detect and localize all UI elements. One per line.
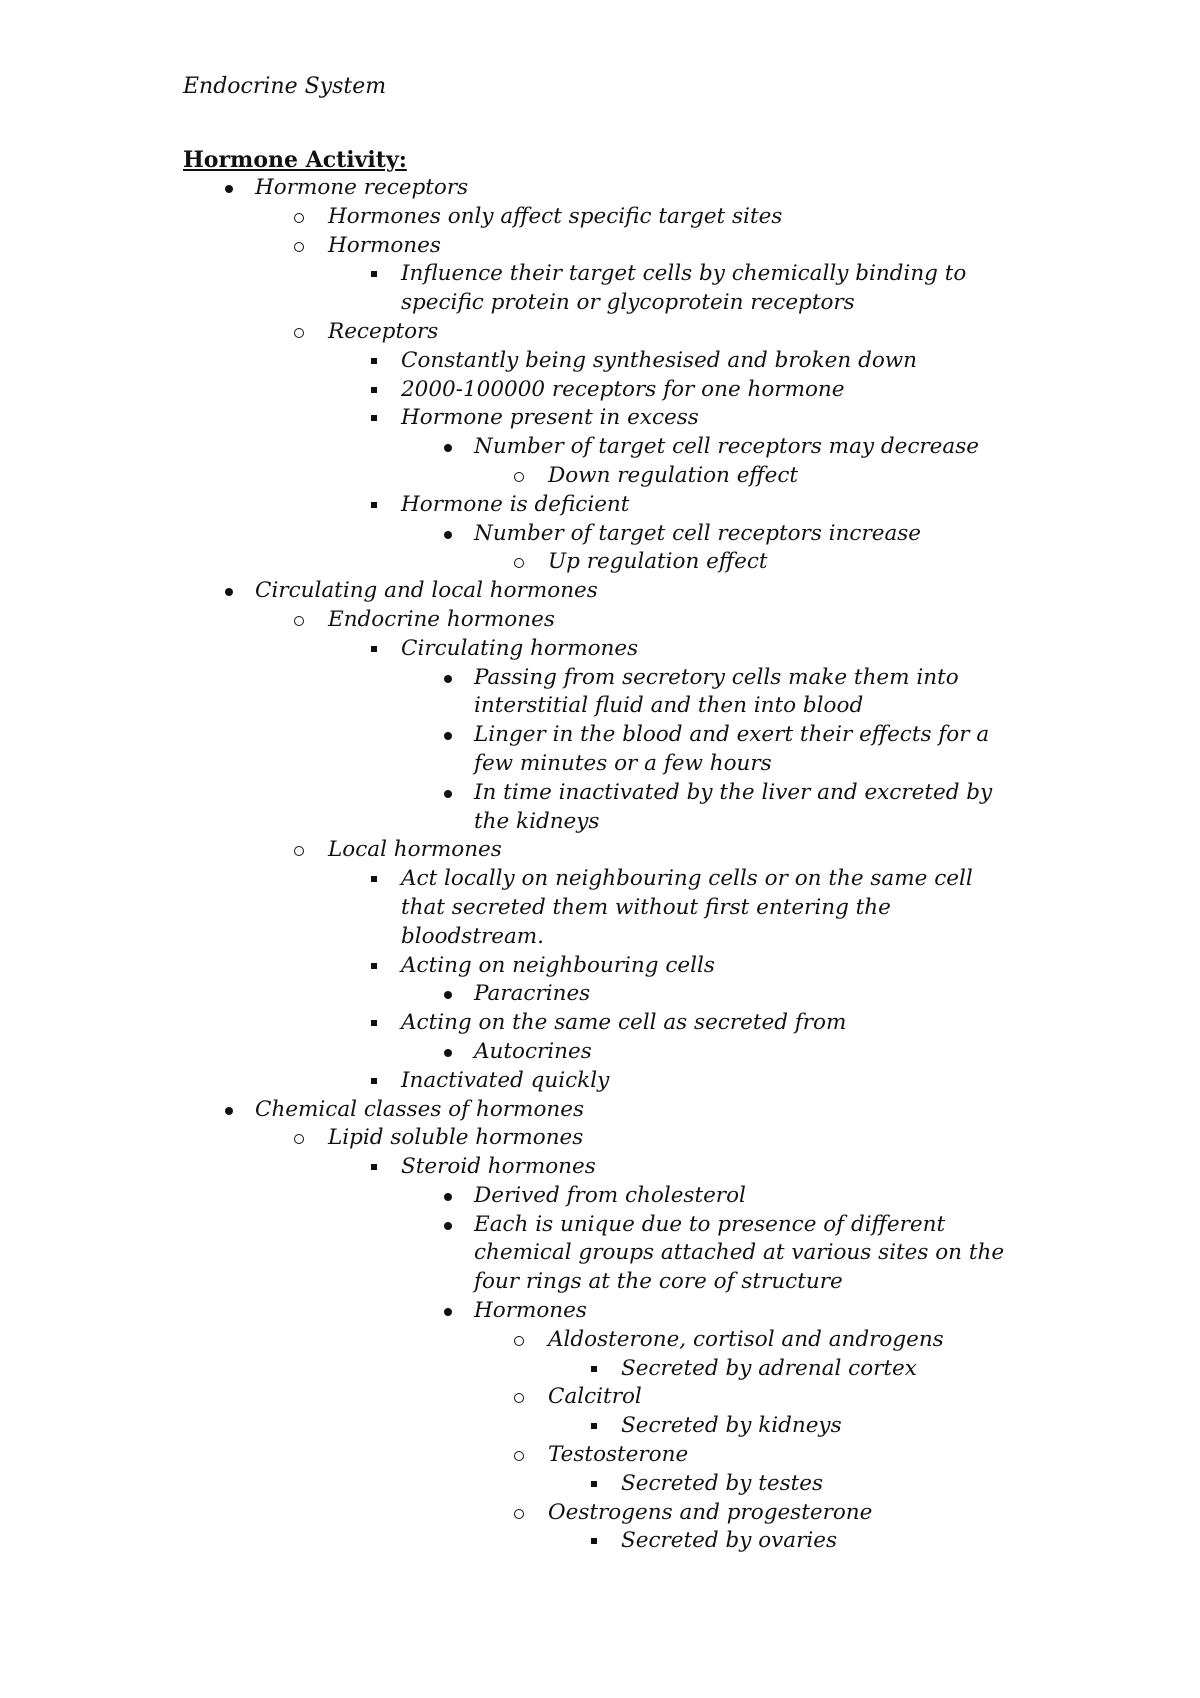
list-item	[328, 232, 1025, 261]
document-header: Endocrine System	[183, 74, 387, 99]
list-item-text: Circulating and local hormones	[255, 578, 598, 604]
list-item	[474, 980, 1006, 1009]
list-item-text: Calcitrol	[548, 1384, 642, 1410]
section-heading: Hormone Activity:	[183, 147, 407, 173]
list-item	[548, 1441, 1018, 1470]
list-item-text: 2000-100000 receptors for one hormone	[401, 376, 845, 402]
list-item	[474, 721, 1006, 779]
list-item	[474, 779, 1006, 837]
list-item-text: Passing from secretory cells make them into interstitial fluid and then into blood	[474, 664, 959, 719]
list-item-text: Endocrine hormones	[328, 606, 555, 632]
list-item-text: Secreted by ovaries	[621, 1528, 838, 1554]
list-item	[621, 1470, 1021, 1499]
list-item	[548, 462, 1018, 491]
bullet-outline	[0, 174, 1200, 1556]
list-item-text: Testosterone	[548, 1442, 689, 1468]
list-item-text: Receptors	[328, 318, 439, 344]
list-item	[401, 865, 1006, 951]
list-item	[401, 952, 1006, 981]
list-item-text: Hormone receptors	[255, 175, 469, 200]
list-item-text: Influence their target cells by chemically binding to specific protein or glycoprotein receptors	[401, 261, 967, 316]
list-item	[401, 347, 1006, 376]
list-item-text: Down regulation effect	[548, 462, 799, 488]
list-item	[401, 1067, 1006, 1096]
list-item-text: In time inactivated by the liver and excreted by the kidneys	[474, 779, 993, 834]
list-item	[474, 1038, 1006, 1067]
list-item-text: Local hormones	[328, 837, 502, 863]
list-item	[401, 260, 1006, 318]
list-item-text: Linger in the blood and exert their effects for a few minutes or a few hours	[474, 722, 990, 776]
list-item	[255, 577, 1025, 606]
list-item	[548, 1383, 1018, 1412]
list-item	[255, 1096, 1025, 1125]
list-item-text: Steroid hormones	[401, 1154, 596, 1180]
list-item	[401, 404, 1006, 433]
list-item	[255, 174, 1025, 203]
list-item	[328, 606, 1025, 635]
list-item-text: Hormones	[474, 1298, 587, 1324]
list-item-text: Hormones	[328, 232, 441, 258]
list-item	[401, 376, 1006, 405]
list-item	[621, 1527, 1021, 1556]
list-item	[328, 318, 1025, 347]
list-item-text: Secreted by kidneys	[621, 1413, 842, 1439]
list-item-text: Oestrogens and progesterone	[548, 1499, 873, 1525]
list-item	[401, 1153, 1006, 1182]
list-item	[474, 1211, 1006, 1297]
list-item	[401, 635, 1006, 664]
list-item	[401, 491, 1006, 520]
list-item-text: Paracrines	[474, 981, 591, 1007]
list-item-text: Hormone present in excess	[401, 405, 699, 431]
list-item-text: Secreted by adrenal cortex	[621, 1355, 917, 1381]
list-item	[474, 520, 1006, 549]
list-item-text: Chemical classes of hormones	[255, 1096, 584, 1122]
list-item-text: Act locally on neighbouring cells or on the same cell that secreted them without first entering the bloodstream.	[401, 866, 973, 949]
list-item-text: Number of target cell receptors increase	[474, 520, 922, 546]
list-item	[328, 836, 1025, 865]
list-item-text: Each is unique due to presence of different chemical groups attached at various sites on the four rings at the core of structure	[474, 1211, 1005, 1295]
list-item-text: Hormones only affect specific target sites	[328, 203, 783, 229]
list-item	[548, 1499, 1018, 1528]
list-item	[474, 664, 1006, 722]
list-item-text: Acting on neighbouring cells	[401, 952, 715, 978]
list-item-text: Up regulation effect	[548, 549, 768, 575]
list-item	[621, 1355, 1021, 1384]
list-item-text: Hormone is deficient	[401, 491, 630, 517]
list-item-text: Number of target cell receptors may decrease	[474, 434, 979, 460]
list-item	[328, 1124, 1025, 1153]
list-item	[474, 433, 1006, 462]
list-item	[328, 203, 1025, 232]
list-item-text: Aldosterone, cortisol and androgens	[548, 1326, 944, 1352]
list-item-text: Circulating hormones	[401, 635, 639, 661]
list-item	[401, 1009, 1006, 1038]
list-item-text: Constantly being synthesised and broken down	[401, 347, 918, 373]
list-item	[621, 1412, 1021, 1441]
list-item-text: Inactivated quickly	[401, 1067, 610, 1093]
list-item-text: Derived from cholesterol	[474, 1182, 746, 1208]
list-item	[548, 1326, 1018, 1355]
list-item-text: Autocrines	[474, 1038, 592, 1064]
list-item	[548, 548, 1018, 577]
list-item-text: Acting on the same cell as secreted from	[401, 1010, 847, 1036]
list-item-text: Lipid soluble hormones	[328, 1125, 584, 1151]
list-item	[474, 1182, 1006, 1211]
list-item	[474, 1297, 1006, 1326]
list-item-text: Secreted by testes	[621, 1470, 823, 1496]
